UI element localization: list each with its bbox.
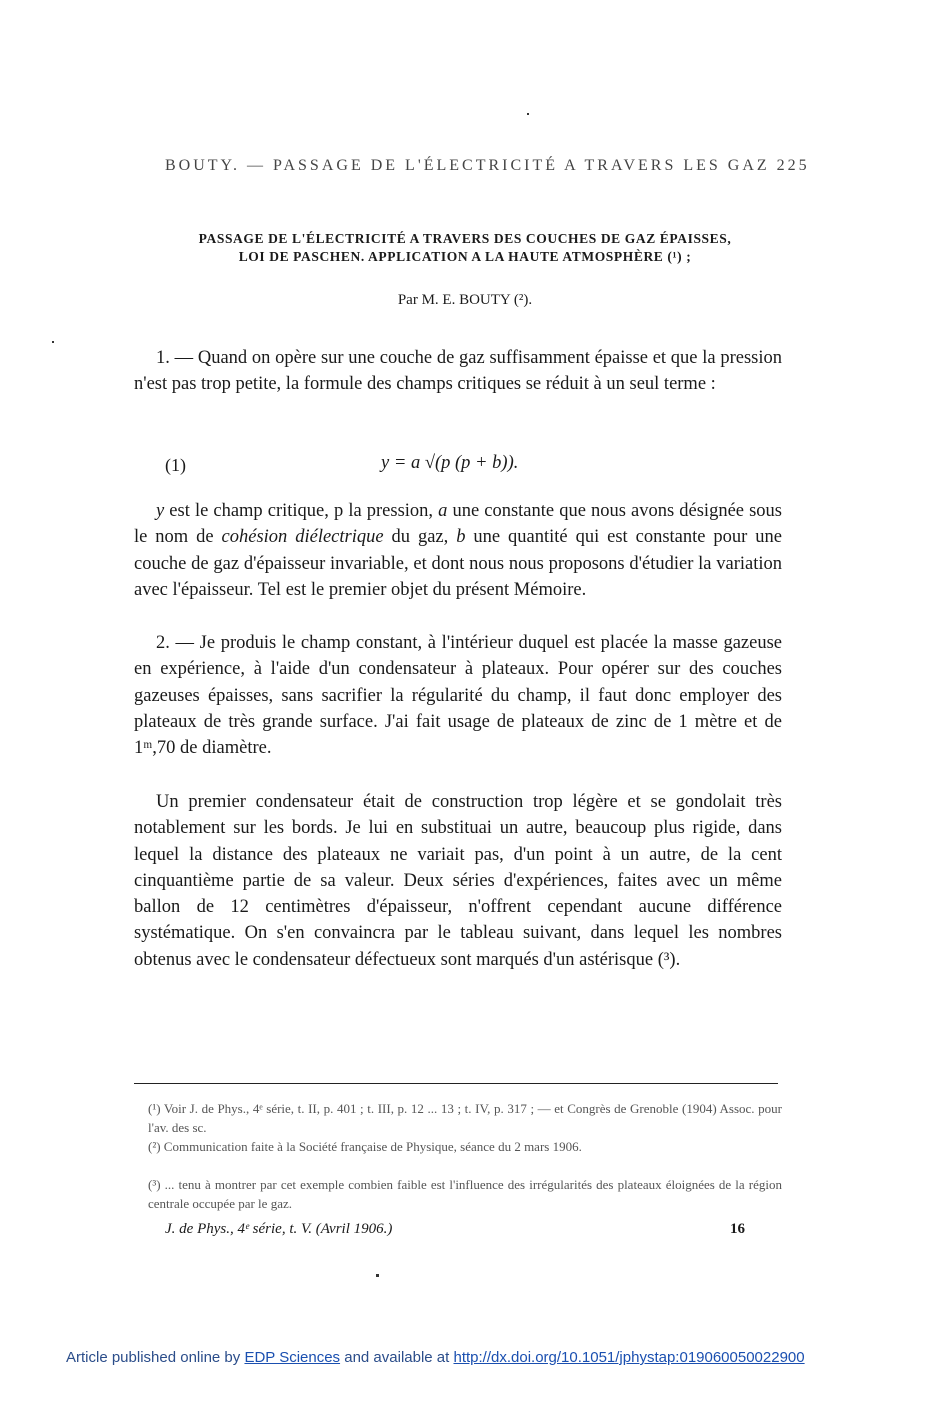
footnote-2: (²) Communication faite à la Société française de Physique, séance du 2 mars 1906.	[148, 1139, 582, 1154]
var-b: b	[456, 527, 466, 548]
equation-number: (1)	[165, 455, 186, 475]
running-head: BOUTY. — PASSAGE DE L'ÉLECTRICITÉ A TRAVERS LES GAZ 225	[165, 157, 810, 174]
footer-prefix: Article published online by	[66, 1349, 245, 1366]
scan-speck	[52, 341, 54, 343]
journal-reference: J. de Phys., 4ᵉ série, t. V. (Avril 1906.)	[165, 1221, 393, 1237]
equation-formula: y = a √(p (p + b)).	[381, 453, 519, 473]
definition-text-b: une constante que nous avons désignée sous le nom de	[134, 501, 782, 548]
footnote-1: (¹) Voir J. de Phys., 4ᵉ série, t. II, p. 401 ; t. III, p. 12 ... 13 ; t. IV, p. 317 ; — et Congrès de Grenoble (1904) Assoc. pour l'av. des sc.	[148, 1101, 782, 1135]
page-number: 16	[730, 1221, 745, 1237]
definition-text-c: du gaz,	[383, 527, 457, 548]
footnote-3: (³) ... tenu à montrer par cet exemple combien faible est l'influence des irrégularités des plateaux éloignées de la région centrale occupée par le gaz.	[148, 1177, 782, 1211]
scan-speck	[527, 113, 529, 115]
var-y: y	[156, 501, 165, 521]
doi-link[interactable]: http://dx.doi.org/10.1051/jphystap:019060050022900	[453, 1349, 805, 1366]
emphasis-cohesion: cohésion diélectrique	[221, 527, 384, 548]
definition-text-d: une quantité qui est constante pour une couche de gaz d'épaisseur invariable, et dont nous nous proposons d'étudier la variation avec l'épaisseur. Tel est le premier objet du présent Mémoire.	[134, 527, 782, 600]
section-2-paragraph: 2. — Je produis le champ constant, à l'intérieur duquel est placée la masse gazeuse en expérience, à l'aide d'un condensateur à plateaux. Pour opérer sur des couches gazeuses épaisses, sans sacrifier la régularité du champ, il faut donc employer des plateaux de très grande surface. J'ai fait usage de plateaux de zinc de 1 mètre et de 1ᵐ,70 de diamètre.	[134, 633, 782, 759]
article-title-line-1: PASSAGE DE L'ÉLECTRICITÉ A TRAVERS DES COUCHES DE GAZ ÉPAISSES,	[198, 231, 732, 246]
author-byline: Par M. E. BOUTY (²).	[397, 292, 533, 308]
footnote-separator	[134, 1083, 778, 1084]
definition-paragraph	[134, 498, 782, 603]
publisher-link[interactable]: EDP Sciences	[244, 1349, 341, 1366]
section-1-paragraph: 1. — Quand on opère sur une couche de gaz suffisamment épaisse et que la pression n'est pas trop petite, la formule des champs critiques se réduit à un seul terme :	[134, 348, 782, 395]
condensateur-paragraph: Un premier condensateur était de construction trop légère et se gondolait très notablement sur les bords. Je lui en substituai un autre, beaucoup plus rigide, dans lequel la distance des plateaux ne variait pas, d'un point à un autre, de la cent cinquantième partie de sa valeur. Deux séries d'expériences, faites avec un même ballon de 12 centimètres d'épaisseur, n'offrent cependant aucune différence systématique. On s'en convaincra par le tableau suivant, dans lequel les nombres obtenus avec le condensateur défectueux sont marqués d'un astérisque (³).	[134, 792, 782, 970]
footer-middle: and available at	[340, 1349, 454, 1366]
publication-footer	[66, 1349, 805, 1366]
definition-text-a: est le champ critique, p la pression,	[164, 501, 439, 521]
article-title-line-2: LOI DE PASCHEN. APPLICATION A LA HAUTE ATMOSPHÈRE (¹) ;	[238, 249, 692, 264]
var-a: a	[438, 501, 448, 521]
scan-speck	[376, 1274, 379, 1277]
